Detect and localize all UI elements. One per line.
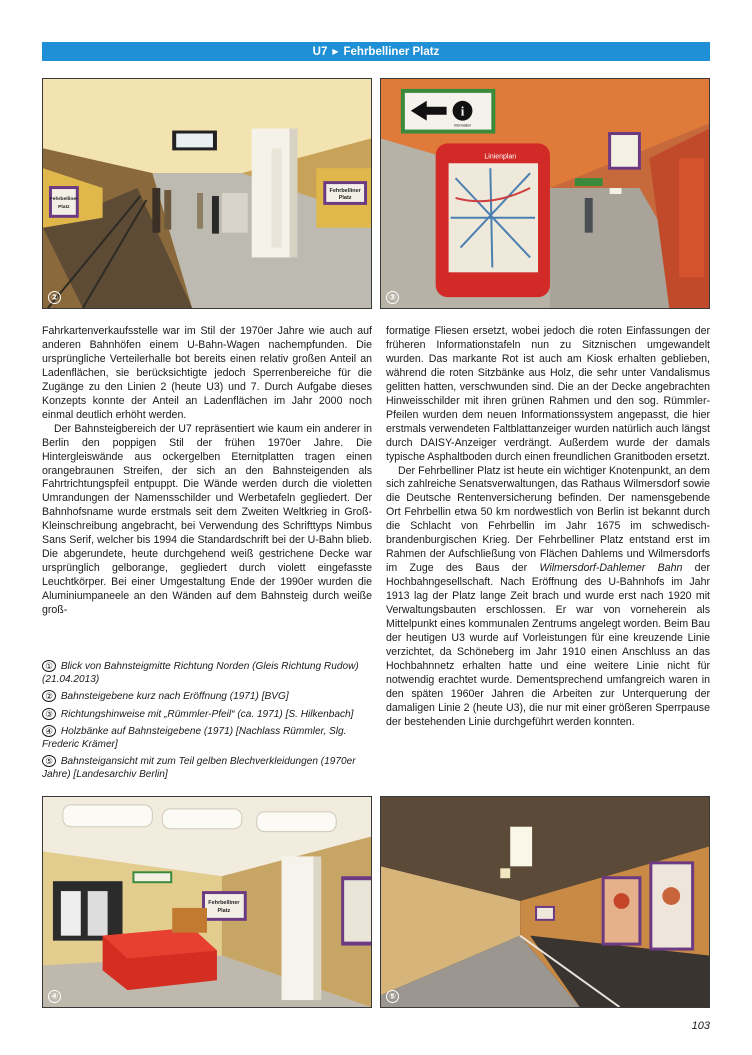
paragraph: Fahrkartenverkaufsstelle war im Stil der 1970er Jahre wie auch auf anderen Bahnhöfen einem U-Bahn-Wagen nachempfunden. Die ursprüngliche Verteilerhalle bot bereits einen relativ großen Anteil an Ladenflächen, sie berücksichtigte jedoch Sperrenbereiche für die Zugänge zu den Linien 2 (heute U3) und 7. Durch Aufgabe dieses Konzepts konnte der Anteil an Ladenflächen im Jahr 2000 noch einmal deutlich erhöht werden. <box>42 325 372 421</box>
paragraph: formatige Fliesen ersetzt, wobei jedoch die roten Einfassungen der früheren Informationstafeln nun zu Sitznischen umgewandelt wurden. Das markante Rot ist auch am Kiosk erhalten geblieben, während die roten Sitzbänke aus Holz, die sehr unter Vandalismus gelitten hatten, verschwunden sind. Die an der Decke angebrachten Hinweisschilder mit ihren grünen Rahmen und den sog. Rümmler-Pfeilen wurden dem neuen Informationssystem angepasst, die hier erstmals verwendeten Faltblattanzeiger wurden natürlich auch längst durch DAISY-Anzeiger verdrängt. Außerdem wurde der damals typische Asphaltboden durch einen freundlichen Granitboden ersetzt. <box>386 325 710 463</box>
body-column-right <box>386 325 710 730</box>
caption-number: ④ <box>42 725 56 737</box>
station-label: Fehrbelliner Platz <box>343 45 440 58</box>
paragraph: Der Bahnsteigbereich der U7 repräsentiert wie kaum ein anderer in Berlin den poppigen Stil der frühen 1970er Jahre. Die Hintergleiswände aus ockergelben Eternitplatten tragen einen orangebraunen Streifen, der sich an den Bahnsteigenden als Fahrtrichtungspfeil entpuppt. Die Wände werden durch die violetten Umrandungen der Namensschilder und Werbetafeln gegliedert. Der Bahnhofsname wurde erstmals seit dem Zweiten Weltkrieg in Groß-Kleinschreibung angebracht, bei Verwendung des Schrifttyps Nimbus Sans Serif, welcher bis 1994 die Standardschrift bei der U-Bahn blieb. Die abgerundete, heute durchgehend weiß gestrichene Decke war ursprünglich gelborange, gegliedert durch violett eingefasste Leuchtkörper. Bei einer Umgestaltung Ende der 1990er wurden die Aluminiumpaneele an den Wänden auf dem Bahnsteig durch weiße groß- <box>42 422 372 617</box>
page-number: 103 <box>691 1020 710 1032</box>
triangle-right-icon: ▶ <box>332 47 339 56</box>
caption-number: ① <box>42 660 56 672</box>
paragraph-part: der Hochbahngesellschaft. Nach Eröffnung des U-Bahnhofs im Jahr 1913 lag der Platz lange Zeit brach und wurde erst nach 1920 mit Verwaltungsbauten erschlossen. Er war von vorneherein als Mittelpunkt eines kommunalen Zentrums angelegt worden. Beim Bau der heutigen U3 wurde auf Vorleistungen für eine kreuzende Linie verzichtet, da Schöneberg im Jahr 1910 einen Anschluss an das Hochbahnnetz erhalten hatte und eine weitere Linie nicht für notwendig erachtet wurde. Dementsprechend umfangreich waren in den späten 1960er Jahren die Arbeiten zur Unterquerung der damaligen Linie 2 (heute U3), die nur mit einer größeren Sperrpause der bestehenden Linie durchgeführt werden konnten. <box>386 562 710 728</box>
line-label: U7 <box>312 45 328 58</box>
railway-name: Wilmersdorf-Dahlemer Bahn <box>539 562 683 575</box>
caption-number: ⑤ <box>42 755 56 767</box>
caption-item <box>42 725 372 751</box>
paragraph <box>386 465 710 730</box>
svg-text:Platz: Platz <box>217 907 231 914</box>
body-column-left <box>42 325 372 618</box>
photo-number-badge: ④ <box>48 990 61 1003</box>
svg-text:Platz: Platz <box>338 194 352 201</box>
photo-number-badge: ② <box>48 291 61 304</box>
caption-text: Bahnsteigansicht mit zum Teil gelben Blechverkleidungen (1970er Jahre) [Landesarchiv Berlin] <box>42 756 356 781</box>
photo-benches-1971 <box>42 796 372 1008</box>
caption-item <box>42 690 372 703</box>
paragraph-part: Der Fehrbelliner Platz ist heute ein wichtiger Knotenpunkt, an dem sich zahlreiche Senatsverwaltungen, das Rathaus Wilmersdorf sowie die Deutsche Rentenversicherung befinden. Der namensgebende Ort Fehrbellin etwa 50 km nordwestlich von Berlin ist bekannt durch die Schlacht von Fehrbellin im Jahr 1675 im schwedisch-brandenburgischen Krieg. Der Fehrbelliner Platz entstand erst im Rahmen der Aufschließung von Flächen Dahlems und Wilmersdorfs im Zuge des Baus der <box>386 464 710 575</box>
caption-text: Bahnsteigebene kurz nach Eröffnung (1971) [BVG] <box>60 691 289 703</box>
photo-number-badge: ③ <box>386 291 399 304</box>
caption-number: ② <box>42 690 56 702</box>
map-sign-text: Linienplan <box>484 153 517 161</box>
caption-text: Holzbänke auf Bahnsteigebene (1971) [Nachlass Rümmler, Slg. Frederic Krämer] <box>42 725 347 751</box>
caption-number: ③ <box>42 708 56 720</box>
caption-item <box>42 755 372 781</box>
svg-text:Fehrbelliner: Fehrbelliner <box>49 196 79 202</box>
svg-text:Platz: Platz <box>58 204 70 210</box>
info-sign-text: Information <box>453 123 472 128</box>
photo-captions <box>42 660 372 786</box>
chapter-header-bar <box>42 42 710 61</box>
svg-text:Fehrbelliner: Fehrbelliner <box>208 899 240 906</box>
svg-text:Fehrbelliner: Fehrbelliner <box>329 188 361 195</box>
photo-number-badge: ⑤ <box>386 990 399 1003</box>
caption-text: Blick von Bahnsteigmitte Richtung Norden (Gleis Richtung Rudow) (21.04.2013) <box>42 661 359 686</box>
photo-route-sign <box>380 78 710 309</box>
photo-platform-1970s <box>380 796 710 1008</box>
svg-text:i: i <box>460 104 465 119</box>
caption-item <box>42 660 372 686</box>
caption-item <box>42 708 372 721</box>
caption-text: Richtungshinweise mit „Rümmler-Pfeil“ (ca. 1971) [S. Hilkenbach] <box>60 708 354 720</box>
photo-platform-1971 <box>42 78 372 309</box>
